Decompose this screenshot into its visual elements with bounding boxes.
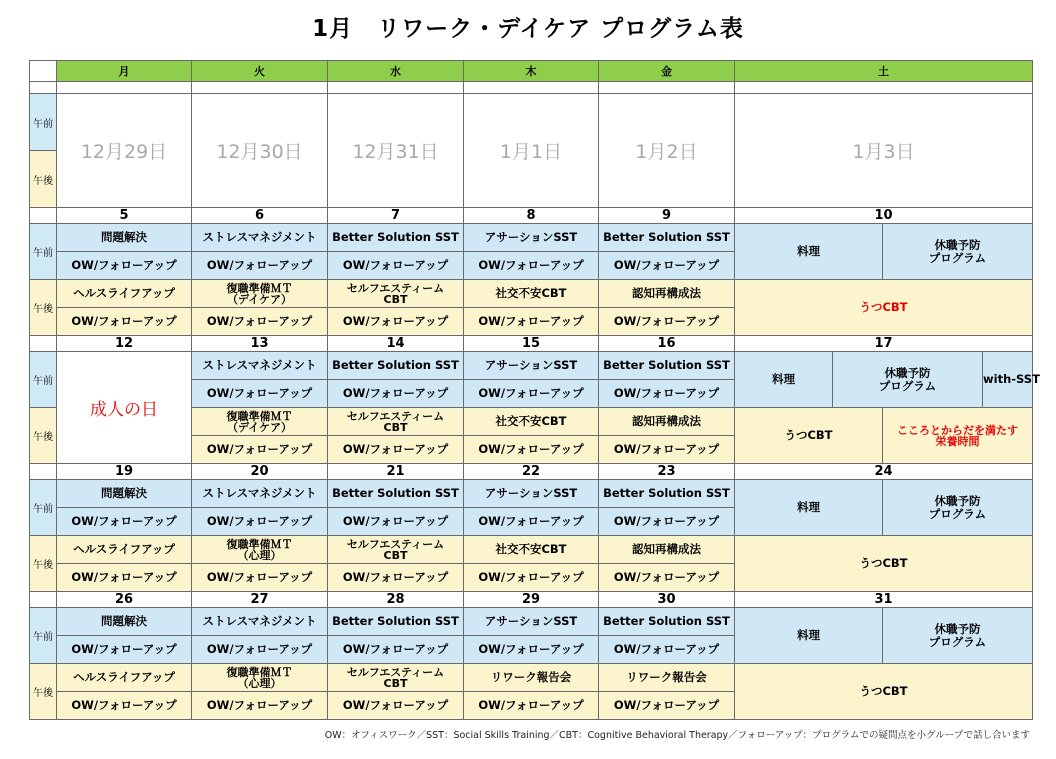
weekday-tue: 火 (192, 61, 328, 82)
program-cell: OW/フォローアップ (599, 564, 735, 592)
week2-day-row (30, 336, 1033, 352)
day-number: 26 (57, 592, 192, 608)
saturday-program-cell: 料理 (735, 352, 833, 408)
program-cell: OW/フォローアップ (192, 380, 328, 408)
program-cell: OW/フォローアップ (57, 564, 192, 592)
program-cell: OW/フォローアップ (328, 252, 464, 280)
program-cell: OW/フォローアップ (464, 308, 599, 336)
program-cell: リワーク報告会 (599, 664, 735, 692)
program-cell: OW/フォローアップ (328, 692, 464, 720)
saturday-program-cell: こころとからだを満たす 栄養時間 (883, 408, 1033, 464)
program-cell: OW/フォローアップ (464, 436, 599, 464)
program-cell: OW/フォローアップ (599, 308, 735, 336)
program-cell: OW/フォローアップ (328, 564, 464, 592)
slot-pm-label: 午後 (30, 664, 57, 720)
program-cell: OW/フォローアップ (464, 636, 599, 664)
program-cell: OW/フォローアップ (464, 380, 599, 408)
program-cell: OW/フォローアップ (192, 508, 328, 536)
program-cell: ストレスマネジメント (192, 352, 328, 380)
program-cell: OW/フォローアップ (57, 636, 192, 664)
weekday-sat: 土 (735, 61, 1033, 82)
day-number: 16 (599, 336, 735, 352)
program-cell: 問題解決 (57, 480, 192, 508)
program-cell: OW/フォローアップ (599, 636, 735, 664)
day-number: 5 (57, 208, 192, 224)
program-cell: Better Solution SST (599, 352, 735, 380)
program-cell: セルフエスティーム CBT (328, 280, 464, 308)
past-date-cell: 12月30日 (192, 94, 328, 208)
program-cell: ヘルスライフアップ (57, 280, 192, 308)
day-number: 8 (464, 208, 599, 224)
program-cell: セルフエスティーム CBT (328, 408, 464, 436)
saturday-program-cell: 休職予防 プログラム (833, 352, 983, 408)
slot-am-label: 午前 (30, 352, 57, 408)
program-cell: リワーク報告会 (464, 664, 599, 692)
weekday-thu: 木 (464, 61, 599, 82)
slot-am-label: 午前 (30, 480, 57, 536)
day-number: 17 (735, 336, 1033, 352)
program-cell: OW/フォローアップ (57, 308, 192, 336)
program-cell: OW/フォローアップ (464, 508, 599, 536)
program-cell: OW/フォローアップ (57, 252, 192, 280)
past-date-cell: 1月2日 (599, 94, 735, 208)
program-cell: セルフエスティーム CBT (328, 664, 464, 692)
day-number: 15 (464, 336, 599, 352)
program-cell: OW/フォローアップ (464, 564, 599, 592)
program-cell: アサーションSST (464, 480, 599, 508)
program-cell: 認知再構成法 (599, 280, 735, 308)
day-number: 22 (464, 464, 599, 480)
program-cell: OW/フォローアップ (328, 308, 464, 336)
day-number: 6 (192, 208, 328, 224)
program-cell: OW/フォローアップ (599, 508, 735, 536)
program-cell: 問題解決 (57, 608, 192, 636)
week2-am1-row (30, 352, 1033, 380)
program-cell: OW/フォローアップ (192, 252, 328, 280)
day-number: 7 (328, 208, 464, 224)
day-number: 27 (192, 592, 328, 608)
day-number: 14 (328, 336, 464, 352)
program-cell: OW/フォローアップ (599, 692, 735, 720)
program-cell: 復職準備ＭＴ （心理） (192, 536, 328, 564)
program-cell: OW/フォローアップ (192, 436, 328, 464)
program-cell: ヘルスライフアップ (57, 664, 192, 692)
program-table (29, 60, 1040, 720)
saturday-program-cell: うつCBT (735, 536, 1033, 592)
day-number: 31 (735, 592, 1033, 608)
saturday-program-cell: 料理 (735, 224, 883, 280)
slot-pm-label: 午後 (30, 536, 57, 592)
weekday-mon: 月 (57, 61, 192, 82)
program-cell: OW/フォローアップ (464, 252, 599, 280)
saturday-program-cell: 休職予防 プログラム (883, 224, 1033, 280)
program-cell: 社交不安CBT (464, 280, 599, 308)
program-cell: ヘルスライフアップ (57, 536, 192, 564)
program-cell: Better Solution SST (328, 608, 464, 636)
day-number: 13 (192, 336, 328, 352)
saturday-program-cell: 料理 (735, 480, 883, 536)
program-cell: OW/フォローアップ (464, 692, 599, 720)
saturday-program-cell: with-SST (983, 352, 1033, 408)
program-cell: OW/フォローアップ (328, 380, 464, 408)
saturday-program-cell: うつCBT (735, 664, 1033, 720)
program-cell: Better Solution SST (599, 480, 735, 508)
program-cell: OW/フォローアップ (328, 436, 464, 464)
program-cell: アサーションSST (464, 352, 599, 380)
week1-pm1-row (30, 280, 1033, 308)
program-cell: Better Solution SST (599, 224, 735, 252)
week3-day-row (30, 464, 1033, 480)
program-cell: Better Solution SST (328, 480, 464, 508)
program-cell: 復職準備ＭＴ （デイケア） (192, 408, 328, 436)
week0-am-row (30, 94, 1033, 151)
day-number: 24 (735, 464, 1033, 480)
day-number: 23 (599, 464, 735, 480)
day-number: 19 (57, 464, 192, 480)
past-date-cell: 12月31日 (328, 94, 464, 208)
program-cell: ストレスマネジメント (192, 608, 328, 636)
saturday-program-cell: 料理 (735, 608, 883, 664)
corner-cell (30, 61, 57, 82)
day-number: 12 (57, 336, 192, 352)
footnote: OW：オフィスワーク／SST：Social Skills Training／CBT：Cognitive Behavioral Therapy／フォローアップ：プログラムでの疑問点を小グループで話し合います (324, 730, 1030, 741)
week4-am1-row (30, 608, 1033, 636)
weekday-wed: 水 (328, 61, 464, 82)
day-number: 10 (735, 208, 1033, 224)
program-cell: 復職準備ＭＴ （デイケア） (192, 280, 328, 308)
program-cell: 問題解決 (57, 224, 192, 252)
slot-am-label: 午前 (30, 608, 57, 664)
program-cell: Better Solution SST (328, 224, 464, 252)
program-cell: OW/フォローアップ (192, 308, 328, 336)
saturday-program-cell: うつCBT (735, 408, 883, 464)
program-cell: OW/フォローアップ (599, 380, 735, 408)
program-cell: 認知再構成法 (599, 408, 735, 436)
day-number: 30 (599, 592, 735, 608)
week4-pm1-row (30, 664, 1033, 692)
program-cell: 認知再構成法 (599, 536, 735, 564)
program-cell: OW/フォローアップ (599, 436, 735, 464)
program-cell: ストレスマネジメント (192, 224, 328, 252)
program-cell: アサーションSST (464, 608, 599, 636)
week1-am1-row (30, 224, 1033, 252)
slot-pm-label: 午後 (30, 408, 57, 464)
week4-day-row (30, 592, 1033, 608)
day-number: 21 (328, 464, 464, 480)
slot-pm-label: 午後 (30, 151, 57, 208)
program-cell: OW/フォローアップ (57, 508, 192, 536)
week3-am1-row (30, 480, 1033, 508)
program-cell: Better Solution SST (599, 608, 735, 636)
program-cell: アサーションSST (464, 224, 599, 252)
program-cell: OW/フォローアップ (192, 692, 328, 720)
saturday-program-cell: うつCBT (735, 280, 1033, 336)
past-date-cell: 1月3日 (735, 94, 1033, 208)
program-cell: 社交不安CBT (464, 408, 599, 436)
day-number: 28 (328, 592, 464, 608)
program-cell: ストレスマネジメント (192, 480, 328, 508)
day-number: 29 (464, 592, 599, 608)
saturday-program-cell: 休職予防 プログラム (883, 480, 1033, 536)
day-number: 9 (599, 208, 735, 224)
program-cell: OW/フォローアップ (192, 636, 328, 664)
program-cell: 社交不安CBT (464, 536, 599, 564)
program-cell: OW/フォローアップ (57, 692, 192, 720)
program-cell: OW/フォローアップ (192, 564, 328, 592)
blank-row (30, 82, 1033, 94)
past-date-cell: 12月29日 (57, 94, 192, 208)
program-cell: Better Solution SST (328, 352, 464, 380)
program-cell: 復職準備ＭＴ （心理） (192, 664, 328, 692)
slot-am-label: 午前 (30, 94, 57, 151)
slot-am-label: 午前 (30, 224, 57, 280)
week3-pm1-row (30, 536, 1033, 564)
weekday-fri: 金 (599, 61, 735, 82)
program-cell: OW/フォローアップ (328, 636, 464, 664)
week1-day-row (30, 208, 1033, 224)
program-cell: OW/フォローアップ (599, 252, 735, 280)
slot-pm-label: 午後 (30, 280, 57, 336)
past-date-cell: 1月1日 (464, 94, 599, 208)
program-cell: セルフエスティーム CBT (328, 536, 464, 564)
holiday-cell: 成人の日 (57, 352, 192, 464)
weekday-header-row (30, 61, 1033, 82)
page-title: 1月 リワーク・デイケア プログラム表 (312, 16, 744, 42)
program-cell: OW/フォローアップ (328, 508, 464, 536)
day-number: 20 (192, 464, 328, 480)
saturday-program-cell: 休職予防 プログラム (883, 608, 1033, 664)
